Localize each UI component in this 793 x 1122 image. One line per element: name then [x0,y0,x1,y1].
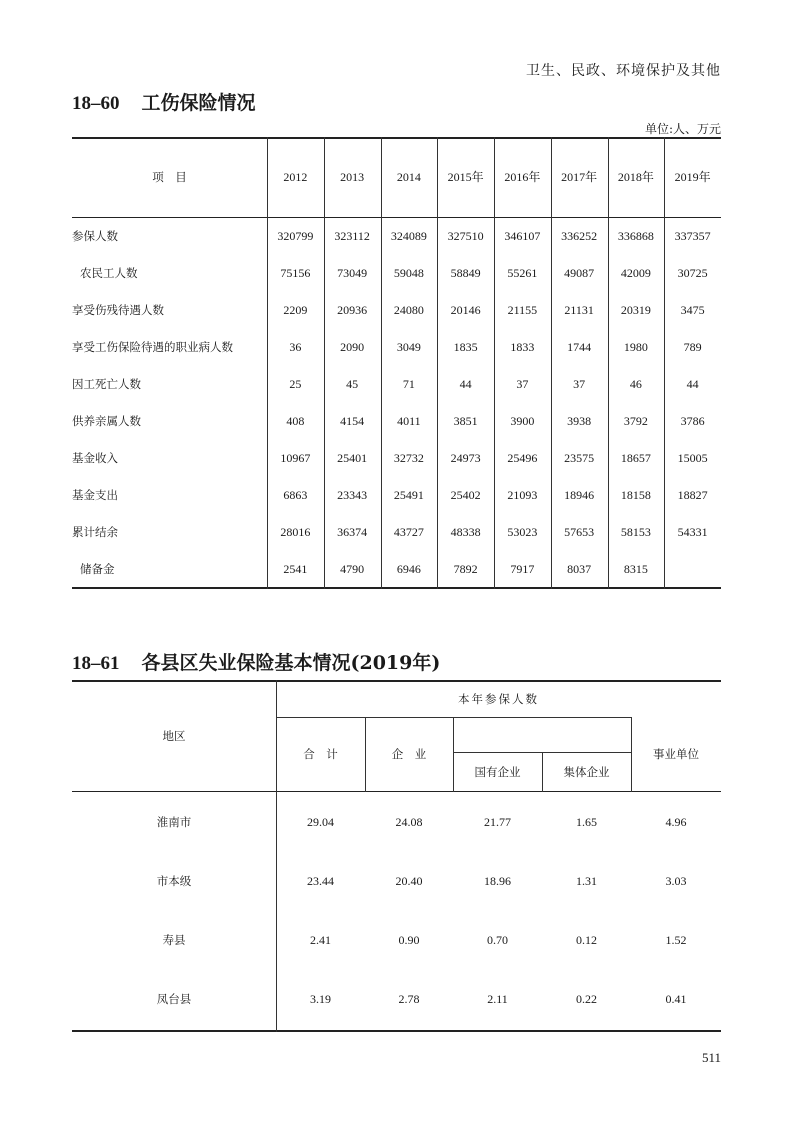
table-number: 18–60 [72,93,120,114]
table-cell: 3049 [396,340,421,354]
table-cell: 20146 [450,303,481,317]
table-cell: 0.70 [487,933,508,947]
year-header: 2014 [396,170,421,184]
table-title-text: 工伤保险情况 [141,92,256,114]
table-cell: 1980 [623,340,648,354]
table-cell: 4154 [340,414,365,428]
table-cell: 46 [629,377,642,391]
table-cell: 324089 [390,229,427,243]
table-cell: 18.96 [484,874,511,888]
table-cell: 327510 [447,229,484,243]
table-cell: 53023 [507,525,538,539]
table-cell: 57653 [564,525,595,539]
table2-header-rule [72,791,721,792]
table-cell: 21155 [507,303,538,317]
table-cell: 3851 [453,414,478,428]
table-cell: 71 [402,377,415,391]
year-header: 2016年 [504,170,541,184]
table-cell: 2.41 [310,933,331,947]
table-number: 18–61 [72,653,120,674]
table-cell: 45 [346,377,359,391]
column-divider [664,137,665,589]
table-cell: 25402 [450,488,481,502]
table-cell: 3938 [567,414,592,428]
table-cell: 42009 [620,266,651,280]
table-cell: 0.41 [665,992,687,1006]
table-cell: 32732 [393,451,424,465]
collective-enterprise-header: 集体企业 [563,765,610,779]
table-cell: 23.44 [307,874,334,888]
table-cell: 320799 [277,229,314,243]
region-name: 凤台县 [156,992,192,1006]
table-cell: 3786 [680,414,705,428]
table-cell: 25401 [337,451,368,465]
table-cell: 49087 [564,266,595,280]
region-name: 淮南市 [156,815,192,829]
column-divider [267,137,268,589]
year-header: 2017年 [561,170,598,184]
table-title-text: 各县区失业保险基本情况(2019年) [141,652,441,674]
unit-label: 单位:人、万元 [644,122,721,136]
table-cell: 10967 [280,451,311,465]
table-cell: 0.90 [398,933,420,947]
table-cell: 43727 [393,525,424,539]
year-header: 2012 [283,170,308,184]
table-cell: 1.31 [576,874,597,888]
total-header: 合 计 [303,747,338,761]
year-header: 2013 [340,170,365,184]
table-cell: 408 [286,414,305,428]
institution-header: 事业单位 [653,747,699,761]
column-divider [608,137,609,589]
table-cell: 25491 [393,488,424,502]
table-cell: 21093 [507,488,538,502]
table-cell: 18946 [564,488,595,502]
table-cell: 20936 [337,303,368,317]
table-cell: 4011 [397,414,421,428]
column-divider [324,137,325,589]
table-cell: 23343 [337,488,368,502]
table-cell: 1.52 [665,933,687,947]
table-cell: 55261 [507,266,538,280]
table-cell: 3475 [680,303,705,317]
table-cell: 36374 [337,525,368,539]
table-cell: 54331 [677,525,708,539]
table-cell: 24080 [393,303,424,317]
table-cell: 4790 [340,562,365,576]
row-label: 农民工人数 [80,266,138,280]
year-header: 2018年 [617,170,654,184]
row-label: 享受伤残待遇人数 [72,303,164,317]
table2-top-rule [72,680,721,682]
table-cell: 15005 [677,451,708,465]
table-cell: 30725 [677,266,708,280]
table-cell: 48338 [450,525,481,539]
table-cell: 24.08 [395,815,423,829]
table-cell: 2209 [283,303,308,317]
table-cell: 24973 [450,451,481,465]
table-cell: 18657 [620,451,651,465]
region-header: 地区 [162,729,186,743]
column-divider [276,680,277,1032]
state-enterprise-header: 国有企业 [474,765,521,779]
column-divider [437,137,438,589]
table-cell: 25 [289,377,302,391]
column-divider [494,137,495,589]
table-cell: 8037 [567,562,592,576]
table-cell: 25496 [507,451,538,465]
row-label: 基金支出 [72,488,118,502]
row-label: 储备金 [80,562,115,576]
table-cell: 336252 [561,229,598,243]
table-cell: 346107 [504,229,541,243]
table-cell: 1835 [453,340,478,354]
table-18-60-title [72,88,256,115]
row-label: 享受工伤保险待遇的职业病人数 [72,340,233,354]
row-label: 因工死亡人数 [72,377,141,391]
table-cell: 8315 [623,562,648,576]
table-cell: 6863 [283,488,308,502]
table-cell: 3.19 [310,992,331,1006]
table-cell: 59048 [393,266,424,280]
table-cell: 337357 [674,229,711,243]
item-header: 项 目 [152,170,187,184]
year-header: 2015年 [447,170,484,184]
table-cell: 21.77 [484,815,511,829]
table2-bottom-rule [72,1030,721,1032]
table-cell: 2541 [283,562,308,576]
year-header: 2019年 [674,170,711,184]
table-18-61-title [72,648,440,675]
table-cell: 37 [516,377,529,391]
table-cell: 4.96 [665,815,687,829]
region-name: 市本级 [156,874,192,888]
table-cell: 44 [686,377,699,391]
row-label: 供养亲属人数 [72,414,141,428]
table-cell: 1.65 [576,815,597,829]
table-cell: 36 [289,340,302,354]
enterprise-header: 企 业 [391,747,427,761]
column-divider [381,137,382,589]
row-label: 基金收入 [72,451,118,465]
table-cell: 37 [573,377,586,391]
table-cell: 58849 [450,266,481,280]
table-cell: 20.40 [395,874,423,888]
page-number: 511 [701,1050,721,1065]
table-18-61 [72,680,721,1032]
table-cell: 3.03 [665,874,687,888]
row-label: 累计结余 [72,525,118,539]
running-header: 卫生、民政、环境保护及其他 [526,63,721,79]
table-cell: 18158 [620,488,651,502]
table-cell: 29.04 [307,815,334,829]
table-cell: 6946 [396,562,421,576]
table-cell: 75156 [280,266,311,280]
table-cell: 2.11 [487,992,508,1006]
table-cell: 336868 [617,229,654,243]
table-cell: 44 [459,377,472,391]
table-cell: 0.22 [576,992,597,1006]
table-cell: 21131 [564,303,594,317]
table-cell: 789 [683,340,702,354]
table-cell: 73049 [337,266,368,280]
table-18-60 [72,137,721,589]
table-cell: 20319 [620,303,651,317]
region-name: 寿县 [162,933,186,947]
column-divider [551,137,552,589]
table-cell: 23575 [564,451,595,465]
group-header: 本年参保人数 [458,692,539,706]
table-cell: 2090 [340,340,365,354]
row-label: 参保人数 [72,229,118,243]
table-cell: 1833 [510,340,535,354]
table-cell: 1744 [567,340,592,354]
table-cell: 7917 [510,562,535,576]
table-cell: 2.78 [398,992,420,1006]
table-cell: 18827 [677,488,708,502]
table-cell: 28016 [280,525,311,539]
table-cell: 0.12 [576,933,597,947]
table-cell: 3900 [510,414,535,428]
table-cell: 3792 [623,414,648,428]
table-cell: 323112 [334,229,370,243]
table-cell: 7892 [453,562,478,576]
column-divider [453,717,454,792]
table-cell: 58153 [620,525,651,539]
